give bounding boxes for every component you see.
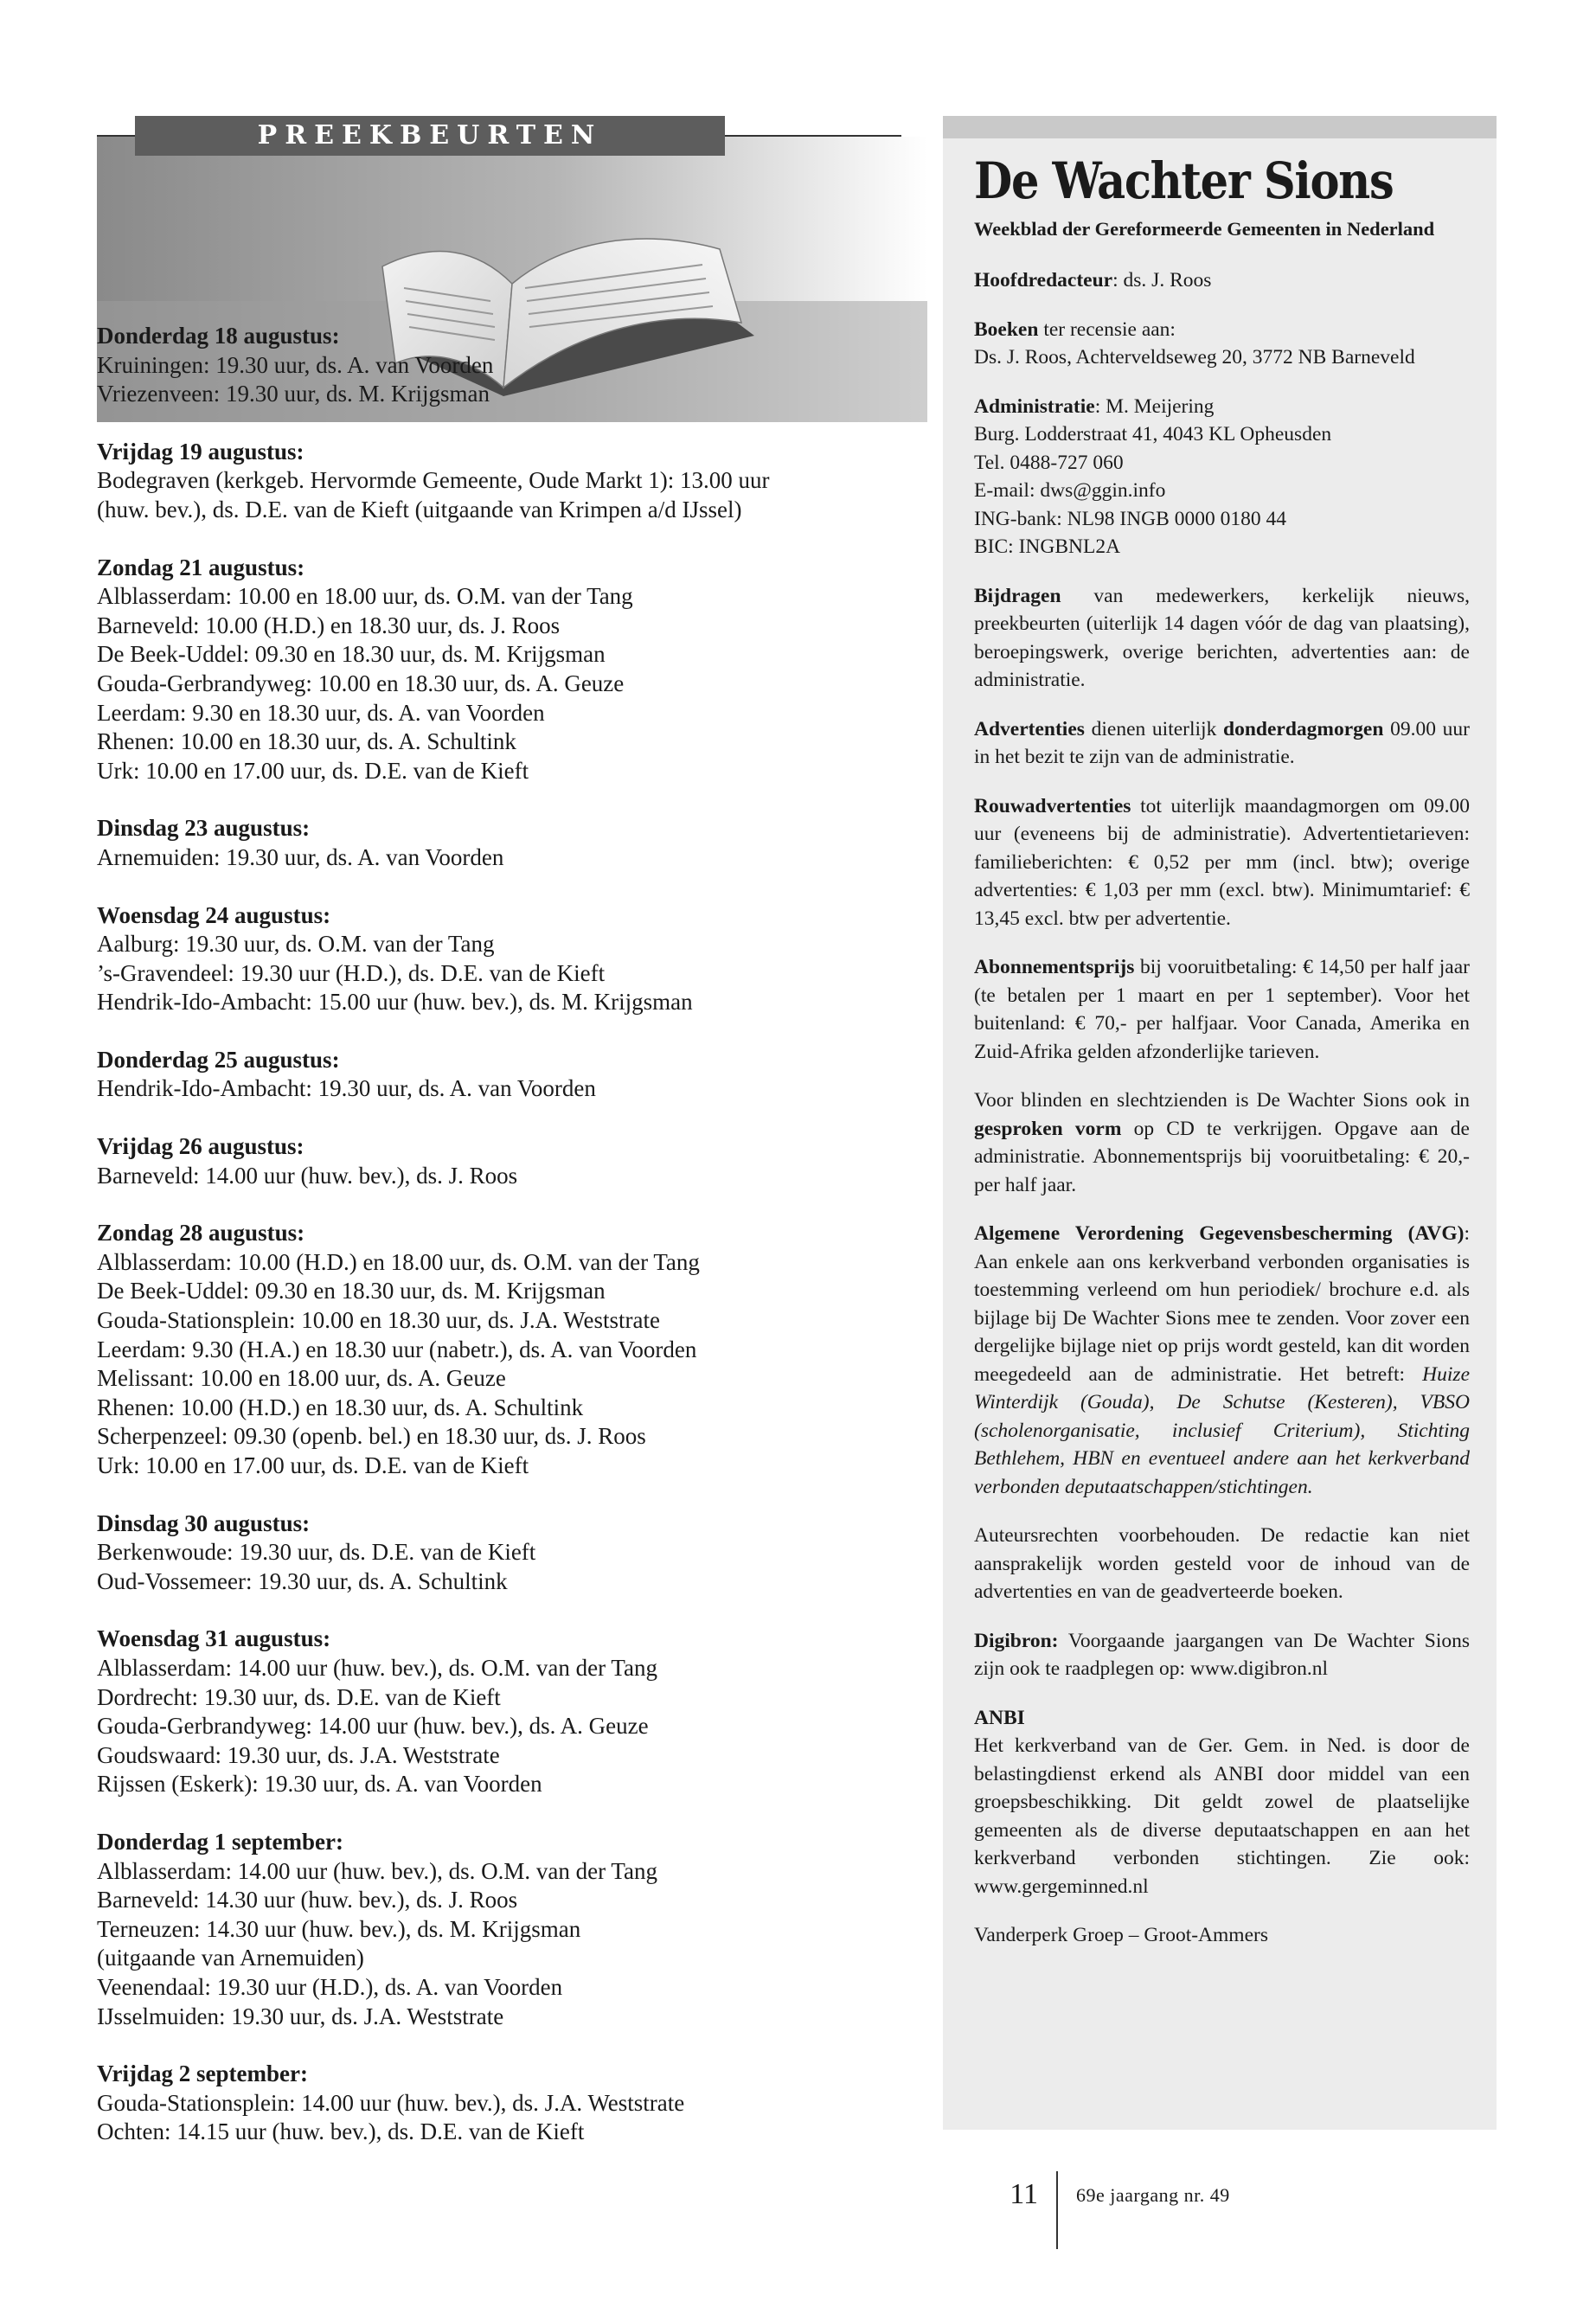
service-line: De Beek-Uddel: 09.30 en 18.30 uur, ds. M. Krijgsman [97, 641, 606, 668]
administration-label: Administratie [974, 394, 1095, 418]
service-line: Urk: 10.00 en 17.00 uur, ds. D.E. van de Kieft [97, 1452, 529, 1478]
service-line: Urk: 10.00 en 17.00 uur, ds. D.E. van de Kieft [97, 757, 529, 784]
digibron-info [974, 1627, 1470, 1683]
copyright-info: Auteursrechten voorbehouden. De redactie kan niet aansprakelijk worden gesteld voor de inhoud van de advertenties en van de geadverteerde boeken. [974, 1524, 1470, 1603]
avg-organisations: Huize Winterdijk (Gouda), De Schutse (Kesteren), VBSO (scholenorganisatie, inclusief Criterium), Stichting Bethlehem, HBN en eventueel andere aan het kerkverband verbonden deputaatschappen/stichtingen. [974, 1362, 1470, 1498]
digibron-text: Voorgaande jaargangen van De Wachter Sions zijn ook te raadplegen op: www.digibron.nl [974, 1629, 1470, 1680]
books-info [974, 316, 1470, 372]
page-number: 11 [1010, 2178, 1038, 2210]
service-line: Alblasserdam: 10.00 (H.D.) en 18.00 uur, ds. O.M. van der Tang [97, 1248, 700, 1275]
obituaries-text: tot uiterlijk maandagmorgen om 09.00 uur (eveneens bij de administratie). Advertentietarieven: familieberichten: € 0,52 per mm (incl. btw); overige advertenties: € 1,03 per mm (excl. btw). Minimumtarief: € 13,45 excl. btw per advertentie. [974, 794, 1470, 930]
service-line: Dordrecht: 19.30 uur, ds. D.E. van de Kieft [97, 1683, 501, 1710]
administration-email[interactable]: E-mail: dws@ggin.info [974, 479, 1166, 502]
service-day-title: Vrijdag 19 augustus: [97, 438, 304, 465]
service-line: Hendrik-Ido-Ambacht: 19.30 uur, ds. A. van Voorden [97, 1075, 596, 1102]
service-line: Alblasserdam: 14.00 uur (huw. bev.), ds. O.M. van der Tang [97, 1654, 657, 1681]
anbi-info [974, 1704, 1470, 1901]
service-schedule [97, 322, 901, 2176]
service-day-title: Dinsdag 23 augustus: [97, 815, 311, 842]
service-line: De Beek-Uddel: 09.30 en 18.30 uur, ds. M. Krijgsman [97, 1278, 606, 1304]
administration-info [974, 393, 1470, 561]
service-line: Leerdam: 9.30 (H.A.) en 18.30 uur (nabetr.), ds. A. van Voorden [97, 1336, 697, 1362]
service-day [97, 1132, 901, 1190]
service-line: Leerdam: 9.30 en 18.30 uur, ds. A. van Voorden [97, 699, 545, 726]
service-day-title: Donderdag 25 augustus: [97, 1046, 340, 1073]
blind-text-a: Voor blinden en slechtzienden is De Wachter Sions ook in [974, 1089, 1470, 1112]
service-line: (huw. bev.), ds. D.E. van de Kieft (uitgaande van Krimpen a/d IJssel) [97, 496, 742, 522]
magazine-subtitle: Weekblad der Gereformeerde Gemeenten in Nederland [974, 218, 1435, 240]
books-address: Ds. J. Roos, Achterveldseweg 20, 3772 NB Barneveld [974, 346, 1415, 369]
magazine-title: De Wachter Sions [974, 151, 1394, 210]
anbi-label: ANBI [974, 1706, 1025, 1729]
service-line: Oud-Vossemeer: 19.30 uur, ds. A. Schultink [97, 1567, 508, 1594]
service-line: Gouda-Gerbrandyweg: 10.00 en 18.30 uur, ds. A. Geuze [97, 670, 625, 696]
service-line: Alblasserdam: 10.00 en 18.00 uur, ds. O.M. van der Tang [97, 583, 633, 610]
service-day [97, 1625, 901, 1799]
service-day [97, 901, 901, 1017]
administration-bic: BIC: INGBNL2A [974, 535, 1121, 558]
contributions-label: Bijdragen [974, 584, 1061, 607]
service-line: Barneveld: 14.30 uur (huw. bev.), ds. J. Roos [97, 1887, 518, 1913]
service-day [97, 1828, 901, 2031]
ads-text-a: dienen uiterlijk [1084, 717, 1224, 740]
service-line: (uitgaande van Arnemuiden) [97, 1945, 364, 1971]
service-day [97, 438, 901, 525]
service-day-title: Zondag 28 augustus: [97, 1220, 305, 1247]
service-line: Goudswaard: 19.30 uur, ds. J.A. Weststrate [97, 1741, 500, 1768]
administration-name: : M. Meijering [1094, 394, 1215, 418]
subscription-text: bij vooruitbetaling: € 14,50 per half jaar (te betalen per 1 maart en per 1 september). Voor het buitenland: € 70,- per halfjaar. Voor Canada, Amerika en Zuid-Afrika gelden afzonderlijke tarieven. [974, 956, 1470, 1063]
service-day [97, 1509, 901, 1597]
avg-text: : Aan enkele aan ons kerkverband verbonden organisaties is toestemming verleend om hun periodiek/ brochure e.d. als bijlage bij De Wachter Sions mee te zenden. Voor zover een dergelijke bijlage niet op prijs wordt gesteld, kan dit worden meegedeeld aan de administratie. Het betreft: [974, 1222, 1470, 1386]
subscription-label: Abonnementsprijs [974, 956, 1135, 978]
service-day-title: Zondag 21 augustus: [97, 554, 305, 580]
obituaries-label: Rouwadvertenties [974, 794, 1131, 817]
service-day-title: Woensdag 24 augustus: [97, 901, 331, 928]
service-line: ’s-Gravendeel: 19.30 uur (H.D.), ds. D.E. van de Kieft [97, 959, 606, 986]
administration-street: Burg. Lodderstraat 41, 4043 KL Opheusden [974, 423, 1332, 445]
editor-info [974, 266, 1470, 295]
service-line: Berkenwoude: 19.30 uur, ds. D.E. van de Kieft [97, 1539, 536, 1566]
service-day-title: Vrijdag 26 augustus: [97, 1133, 304, 1160]
colophon-panel [943, 116, 1497, 2130]
service-line: Aalburg: 19.30 uur, ds. O.M. van der Tang [97, 931, 495, 958]
blind-bold: gesproken vorm [974, 1117, 1122, 1140]
blind-readers-info [974, 1086, 1470, 1199]
service-line: Ochten: 14.15 uur (huw. bev.), ds. D.E. van de Kieft [97, 2118, 585, 2145]
footer-separator [1056, 2171, 1058, 2249]
service-line: Rijssen (Eskerk): 19.30 uur, ds. A. van Voorden [97, 1771, 542, 1798]
service-day-title: Donderdag 18 augustus: [97, 323, 340, 349]
service-line: Melissant: 10.00 en 18.00 uur, ds. A. Geuze [97, 1365, 506, 1392]
books-label: Boeken [974, 317, 1039, 341]
service-line: Alblasserdam: 14.00 uur (huw. bev.), ds. O.M. van der Tang [97, 1857, 657, 1884]
printer-info: Vanderperk Groep – Groot-Ammers [974, 1924, 1268, 1946]
service-line: Hendrik-Ido-Ambacht: 15.00 uur (huw. bev.), ds. M. Krijgsman [97, 989, 693, 1016]
ads-info [974, 715, 1470, 772]
contributions-info [974, 582, 1470, 695]
administration-phone: Tel. 0488-727 060 [974, 451, 1124, 474]
editor-text: : ds. J. Roos [1112, 269, 1212, 292]
service-day [97, 1046, 901, 1104]
service-line: Bodegraven (kerkgeb. Hervormde Gemeente, Oude Markt 1): 13.00 uur [97, 467, 770, 494]
service-day [97, 814, 901, 872]
service-line: Rhenen: 10.00 (H.D.) en 18.30 uur, ds. A. Schultink [97, 1394, 584, 1420]
service-day [97, 322, 901, 409]
avg-info [974, 1220, 1470, 1501]
ads-label: Advertenties [974, 717, 1085, 740]
service-line: IJsselmuiden: 19.30 uur, ds. J.A. Weststrate [97, 2003, 504, 2029]
digibron-label: Digibron: [974, 1629, 1059, 1652]
service-day [97, 554, 901, 786]
service-line: Kruiningen: 19.30 uur, ds. A. van Voorden [97, 351, 494, 378]
service-line: Veenendaal: 19.30 uur (H.D.), ds. A. van Voorden [97, 1973, 563, 2000]
administration-bank: ING-bank: NL98 INGB 0000 0180 44 [974, 507, 1286, 530]
service-day-title: Dinsdag 30 augustus: [97, 1509, 311, 1536]
service-line: Arnemuiden: 19.30 uur, ds. A. van Voorden [97, 843, 504, 870]
service-line: Rhenen: 10.00 en 18.30 uur, ds. A. Schultink [97, 728, 516, 755]
blind-text-b: op CD te verkrijgen. Opgave aan de administratie. Abonnementsprijs bij vooruitbetaling: € 20,- per half jaar. [974, 1117, 1470, 1196]
ads-text-c: 09.00 uur in het bezit te zijn van de administratie. [974, 717, 1471, 768]
subscription-info [974, 953, 1470, 1066]
service-line: Barneveld: 10.00 (H.D.) en 18.30 uur, ds. J. Roos [97, 612, 561, 638]
ads-deadline: donderdagmorgen [1223, 717, 1384, 740]
service-day-title: Woensdag 31 augustus: [97, 1625, 331, 1652]
service-line: Scherpenzeel: 09.30 (openb. bel.) en 18.30 uur, ds. J. Roos [97, 1423, 646, 1450]
service-line: Gouda-Stationsplein: 14.00 uur (huw. bev.), ds. J.A. Weststrate [97, 2089, 685, 2116]
volume-label: 69e jaargang nr. 49 [1076, 2184, 1230, 2206]
service-line: Gouda-Stationsplein: 10.00 en 18.30 uur, ds. J.A. Weststrate [97, 1307, 660, 1334]
service-line: Barneveld: 14.00 uur (huw. bev.), ds. J. Roos [97, 1162, 518, 1189]
section-banner: PREEKBEURTEN [135, 116, 725, 156]
anbi-text: Het kerkverband van de Ger. Gem. in Ned. is door de belastingdienst erkend als ANBI door middel van een groepsbeschikking. Dit geldt zowel de plaatselijke gemeenten als de diverse deputaatschappen en aan het kerkverband verbonden stichtingen. Zie ook: www.gergeminned.nl [974, 1734, 1470, 1898]
service-line: Gouda-Gerbrandyweg: 14.00 uur (huw. bev.), ds. A. Geuze [97, 1713, 649, 1740]
contributions-text: van medewerkers, kerkelijk nieuws, preekbeurten (uiterlijk 14 dagen vóór de dag van plaatsing), beroepingswerk, overige berichten, advertenties aan: de administratie. [974, 584, 1470, 691]
obituaries-info [974, 792, 1470, 933]
books-text: ter recensie aan: [1038, 317, 1176, 341]
service-day-title: Donderdag 1 september: [97, 1828, 343, 1855]
service-day [97, 1219, 901, 1480]
avg-label: Algemene Verordening Gegevensbescherming (AVG) [974, 1222, 1465, 1245]
colophon-top-bar [943, 116, 1497, 138]
service-line: Vriezenveen: 19.30 uur, ds. M. Krijgsman [97, 381, 490, 407]
service-day [97, 2060, 901, 2147]
service-line: Terneuzen: 14.30 uur (huw. bev.), ds. M. Krijgsman [97, 1915, 581, 1942]
service-day-title: Vrijdag 2 september: [97, 2061, 308, 2087]
editor-label: Hoofdredacteur [974, 269, 1113, 292]
